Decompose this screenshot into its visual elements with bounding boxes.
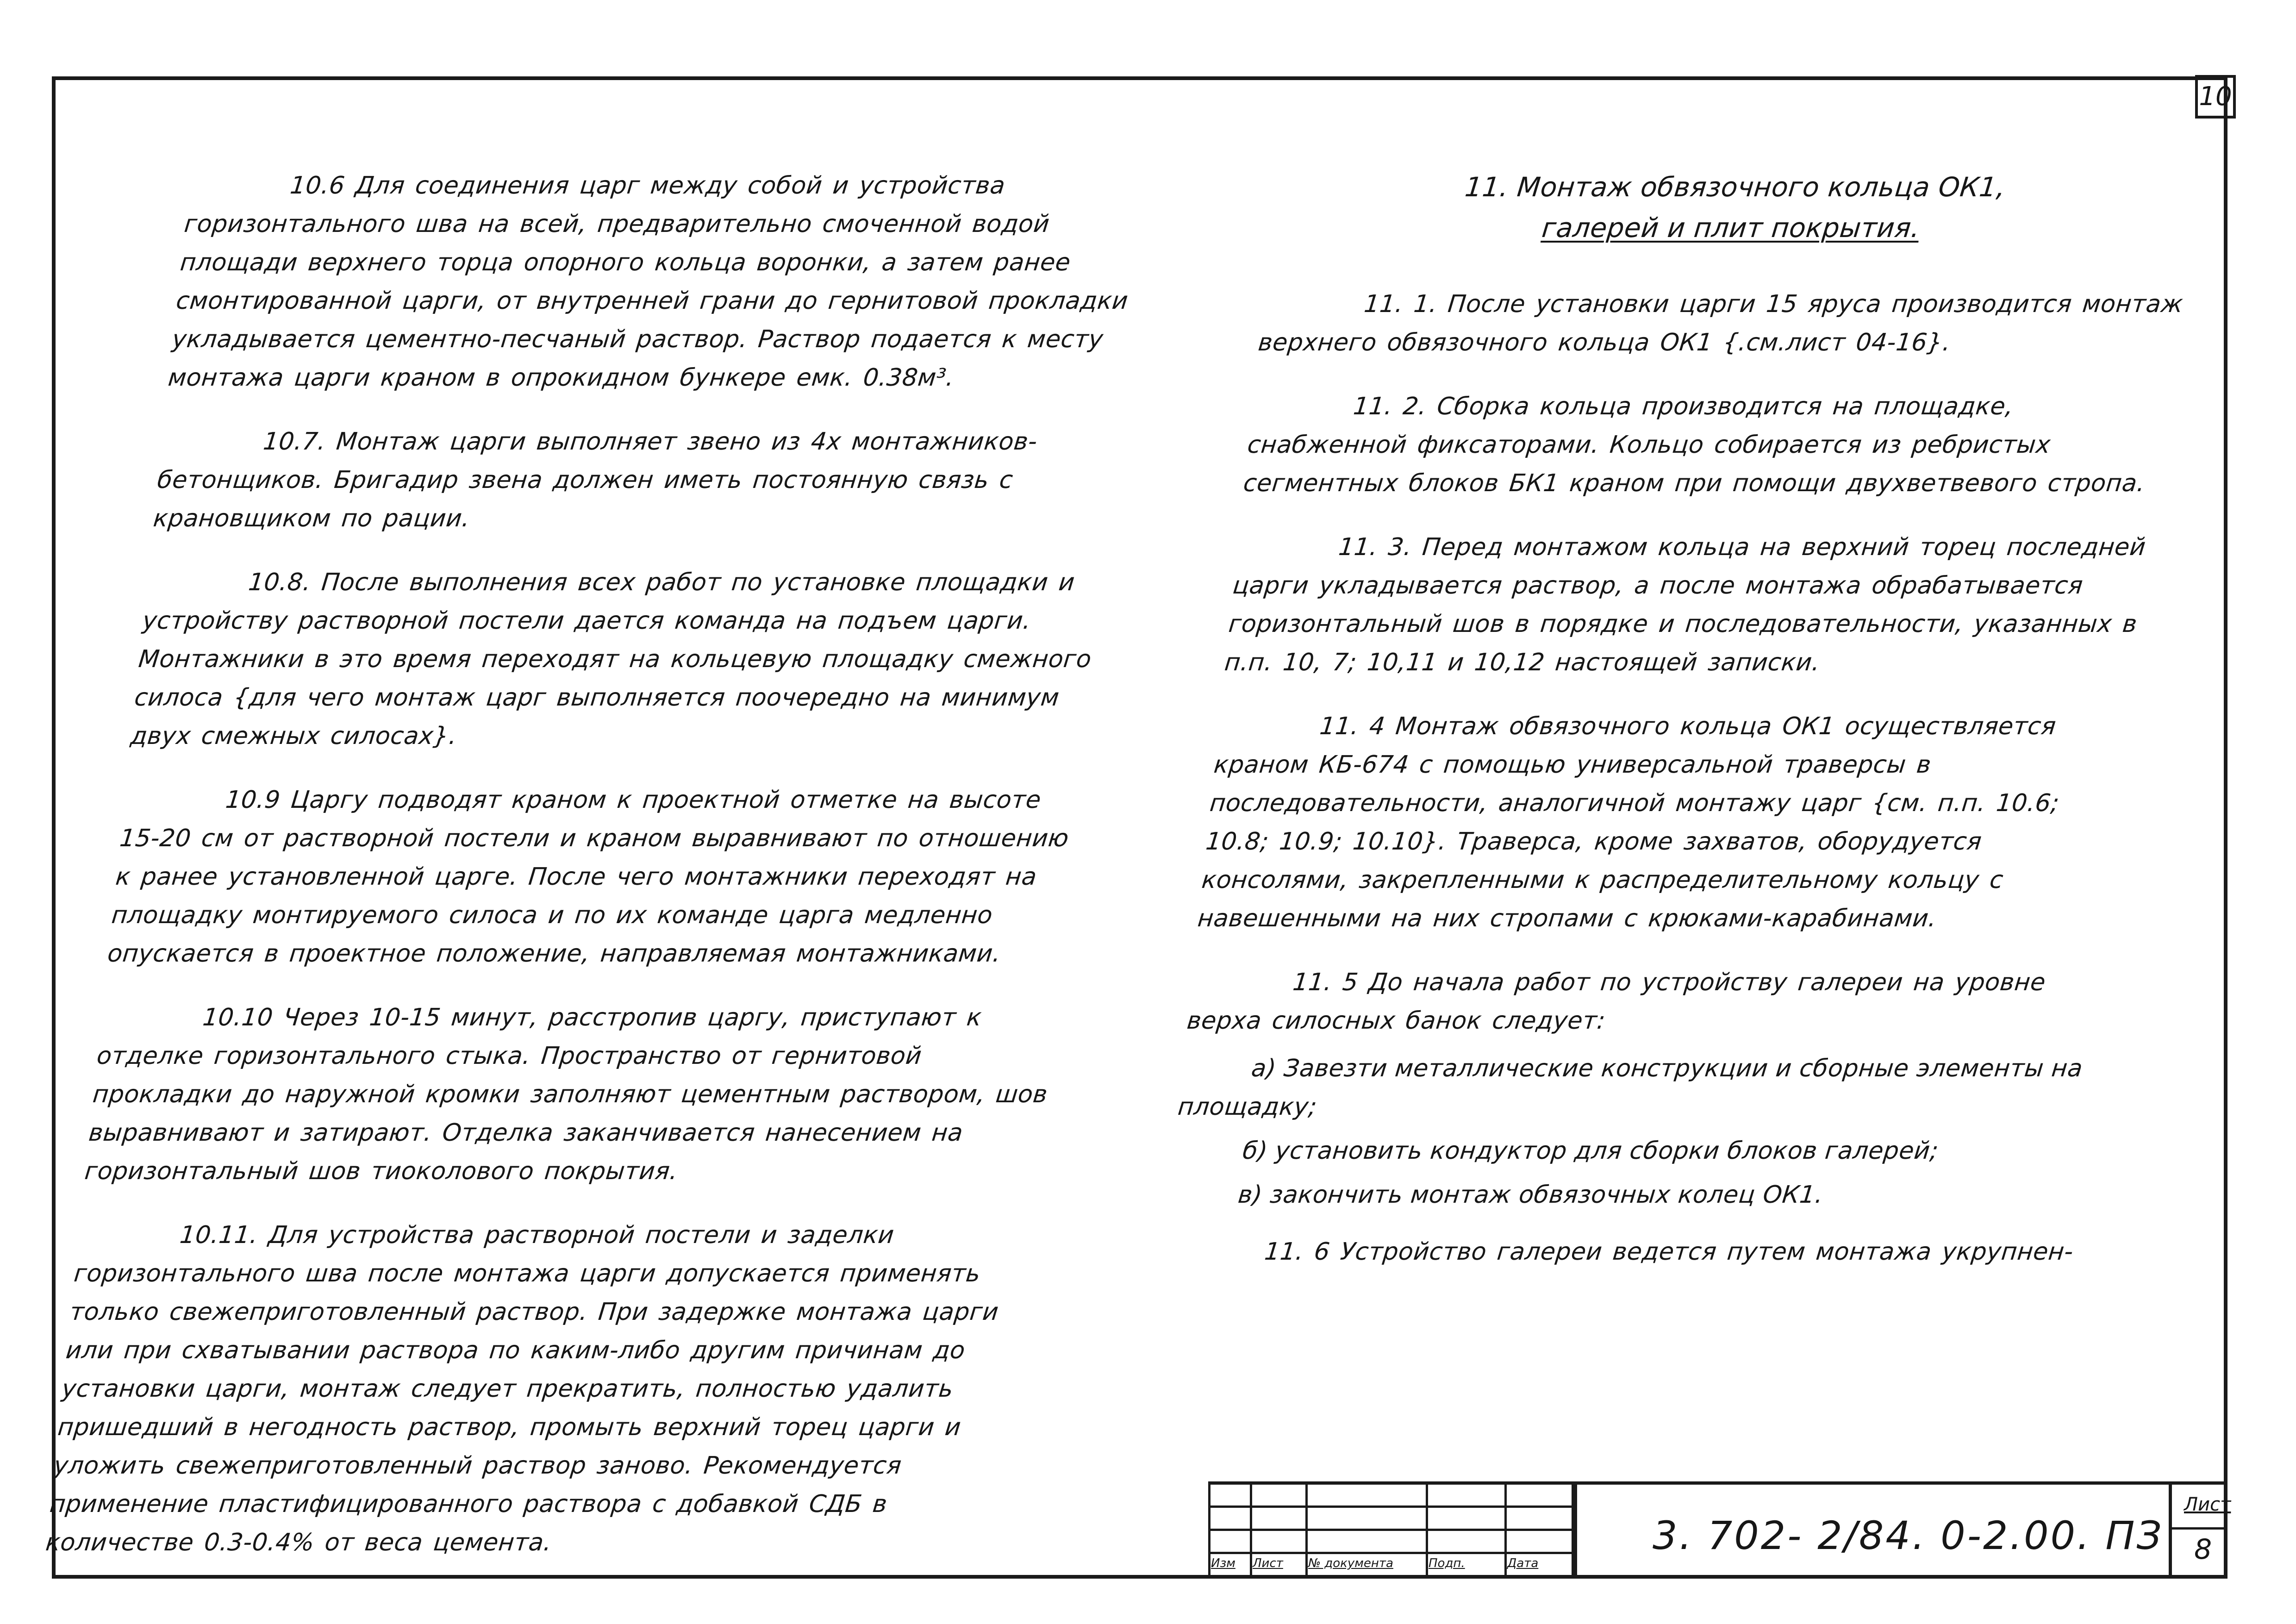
document-code: 3. 702- 2/84. 0-2.00. ПЗ — [1653, 1513, 2164, 1558]
list-item-c: в) закончить монтаж обвязочных колец ОК1. — [1236, 1181, 1825, 1209]
column-label-date: Дата — [1507, 1556, 1539, 1570]
paragraph-11-3: 11. 3. Перед монтажом кольца на верхний торец последней царги укладывается раствор, а после монтажа обрабатывается горизонтальный шов в порядке и последовательности, указанных в п.п. 10, 7; 10,11 и 10,12 настоящей записки. — [1223, 533, 2147, 676]
page-number: 10 — [2195, 75, 2236, 119]
column-label-sheet: Лист — [1253, 1556, 1283, 1570]
sheet-number: 8 — [2194, 1533, 2212, 1566]
title-block-divider — [1574, 1485, 1577, 1575]
paragraph-10-8: 10.8. После выполнения всех работ по установке площадки и устройству растворной постели дается команда на подъем царги. Монтажники в это время переходят на кольцевую площадку смежного силоса {для чего монтаж царг выполняется поочередно на минимум двух смежных силосах}. — [129, 568, 1093, 750]
right-column — [1158, 167, 2198, 1297]
column-label-signature: Подп. — [1429, 1556, 1465, 1570]
title-block — [1208, 1481, 2231, 1575]
list-item-b: б) установить кондуктор для сборки блоков галерей; — [1241, 1137, 1940, 1165]
revision-grid — [1208, 1485, 1574, 1575]
list-item-a: а) Завезти металлические конструкции и сборные элементы на площадку; — [1176, 1055, 2084, 1121]
paragraph-10-10: 10.10 Через 10-15 минут, расстропив царгу, приступают к отделке горизонтального стыка. Пространство от гернитовой прокладки до наружной кромки заполняют цементным раствором, шов выравнивают и затирают. Отделка заканчивается нанесением на горизонтальный шов тиоколового покрытия. — [83, 1004, 1049, 1185]
paragraph-11-6: 11. 6 Устройство галереи ведется путем монтажа укрупнен- — [1263, 1238, 2075, 1266]
section-heading — [1268, 167, 2198, 248]
sheet-label: Лист — [2184, 1494, 2231, 1515]
column-label-document: № документа — [1308, 1556, 1393, 1570]
paragraph-11-4: 11. 4 Монтаж обвязочного кольца ОК1 осуществляется краном КБ-674 с помощью универсальной траверсы в последовательности, аналогичной монтажу царг {см. п.п. 10.6; 10.8; 10.9; 10.10}. Траверса, кроме захватов, оборудуется консолями, закрепленными к распределительному кольцу с навешенными на них стропами с крюками-карабинами. — [1196, 712, 2061, 932]
section-heading-line2: галерей и плит покрытия. — [1540, 212, 1922, 244]
sheet-cell-divider — [2169, 1485, 2172, 1575]
paragraph-10-7: 10.7. Монтаж царги выполняет звено из 4х монтажников-бетонщиков. Бригадир звена должен иметь постоянную связь с крановщиком по рации. — [152, 428, 1039, 532]
section-heading-line1: 11. Монтаж обвязочного кольца ОК1, — [1463, 171, 2007, 203]
left-column — [41, 167, 1149, 1587]
paragraph-11-5: 11. 5 До начала работ по устройству галереи на уровне верха силосных банок следует: — [1185, 968, 2047, 1035]
paragraph-11-1: 11. 1. После установки царги 15 яруса производится монтаж верхнего обвязочного кольца ОК1 {.см.лист 04-16}. — [1257, 290, 2184, 356]
paragraph-10-11: 10.11. Для устройства растворной постели и заделки горизонтального шва после монтажа царги допускается применять только свежеприготовленный раствор. При задержке монтажа царги или при схватывании раствора по каким-либо другим причинам до установки царги, монтаж следует прекратить, полностью удалить пришедший в негодность раствор, промыть верхний торец царги и уложить свежеприготовленный раствор заново. Рекомендуется применение пластифицированного раствора с добавкой СДБ в количестве 0.3-0.4% от веса цемента. — [44, 1221, 1000, 1556]
paragraph-10-9: 10.9 Царгу подводят краном к проектной отметке на высоте 15-20 см от растворной постели и краном выравнивают по отношению к ранее установленной царге. После чего монтажники переходят на площадку монтируемого силоса и по их команде царга медленно опускается в проектное положение, направляемая монтажниками. — [106, 786, 1070, 968]
paragraph-10-6: 10.6 Для соединения царг между собой и устройства горизонтального шва на всей, предварительно смоченной водой площади верхнего торца опорного кольца воронки, а затем ранее смонтированной царги, от внутренней грани до гернитовой прокладки укладывается цементно-песчаный раствор. Раствор подается к месту монтажа царги краном в опрокидном бункере емк. 0.38м³. — [167, 172, 1130, 392]
paragraph-11-2: 11. 2. Сборка кольца производится на площадке, снабженной фиксаторами. Кольцо собирается из ребристых сегментных блоков БК1 краном при помощи двухветвевого стропа. — [1242, 393, 2146, 497]
sheet-cell-line — [2171, 1527, 2227, 1530]
column-label-change: Изм — [1211, 1556, 1235, 1570]
